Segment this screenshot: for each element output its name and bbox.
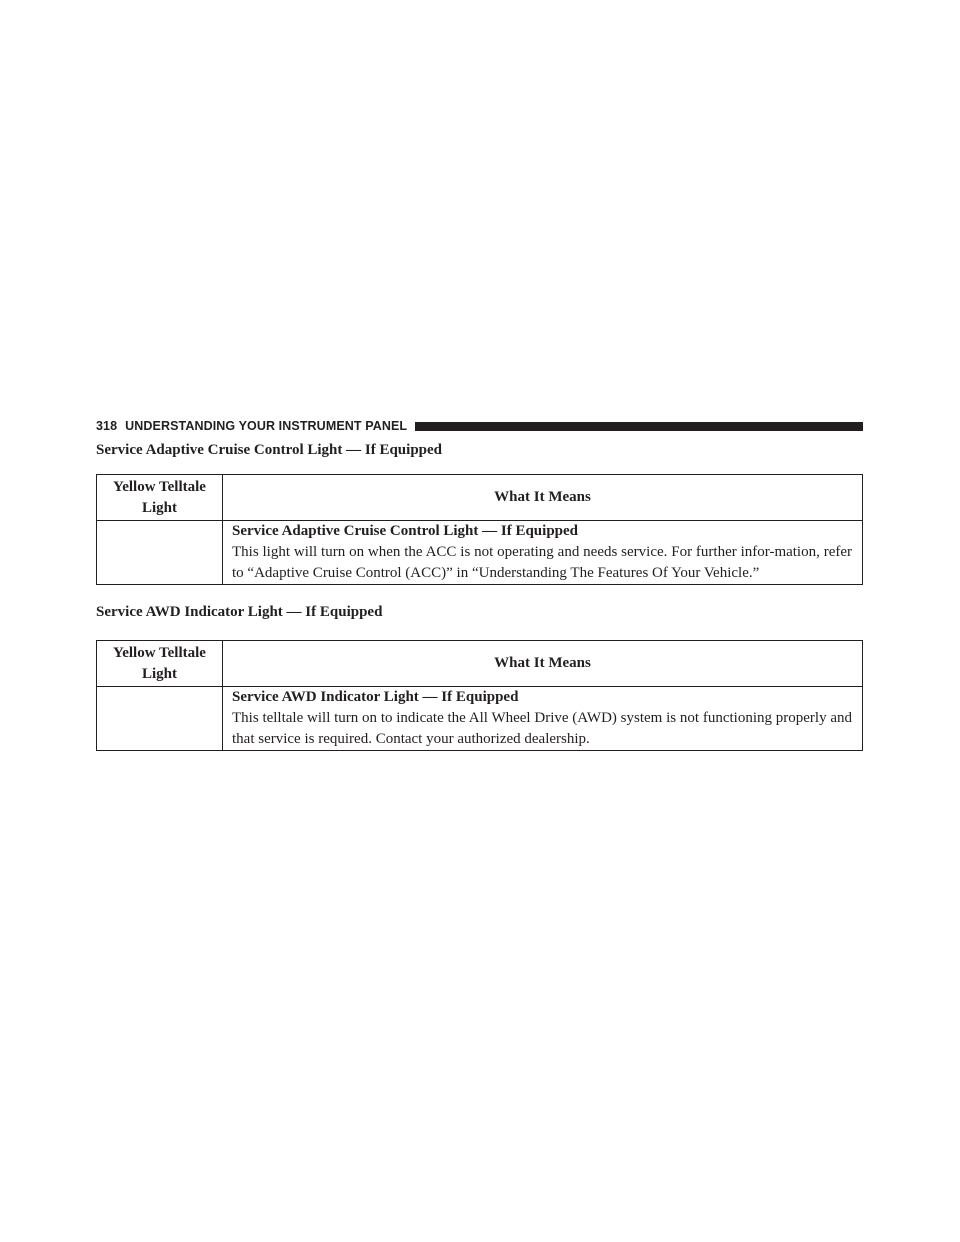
column-header-meaning: What It Means	[223, 641, 863, 687]
page-header	[96, 418, 863, 434]
table-header-row	[97, 641, 863, 687]
column-header-telltale-line2: Light	[141, 500, 177, 516]
entry-body: This telltale will turn on to indicate the All Wheel Drive (AWD) system is not functioning properly and that service is required. Contact your authorized dealership.	[232, 710, 852, 747]
column-header-telltale-line1: Yellow Telltale	[113, 479, 206, 495]
telltale-icon-cell	[97, 687, 223, 751]
header-rule	[415, 422, 863, 431]
column-header-telltale-line2: Light	[141, 666, 177, 682]
meaning-cell	[223, 521, 863, 585]
meaning-cell	[223, 687, 863, 751]
column-header-telltale-line1: Yellow Telltale	[113, 645, 206, 661]
section-heading-acc: Service Adaptive Cruise Control Light — If Equipped	[96, 442, 443, 458]
page-number: 318	[96, 419, 118, 433]
telltale-table-acc	[96, 474, 863, 585]
entry-title: Service Adaptive Cruise Control Light — If Equipped	[232, 523, 579, 539]
entry-body: This light will turn on when the ACC is not operating and needs service. For further infor-mation, refer to “Adaptive Cruise Control (ACC)” in “Understanding The Features Of Your Vehicle.”	[232, 544, 852, 581]
section-heading-awd: Service AWD Indicator Light — If Equipped	[96, 604, 383, 620]
column-header-telltale	[97, 641, 223, 687]
chapter-title: UNDERSTANDING YOUR INSTRUMENT PANEL	[125, 419, 408, 433]
table-row	[97, 521, 863, 585]
table-row	[97, 687, 863, 751]
telltale-icon-cell	[97, 521, 223, 585]
column-header-telltale	[97, 475, 223, 521]
entry-title: Service AWD Indicator Light — If Equipped	[232, 689, 519, 705]
telltale-table-awd	[96, 640, 863, 751]
table-header-row	[97, 475, 863, 521]
column-header-meaning: What It Means	[223, 475, 863, 521]
